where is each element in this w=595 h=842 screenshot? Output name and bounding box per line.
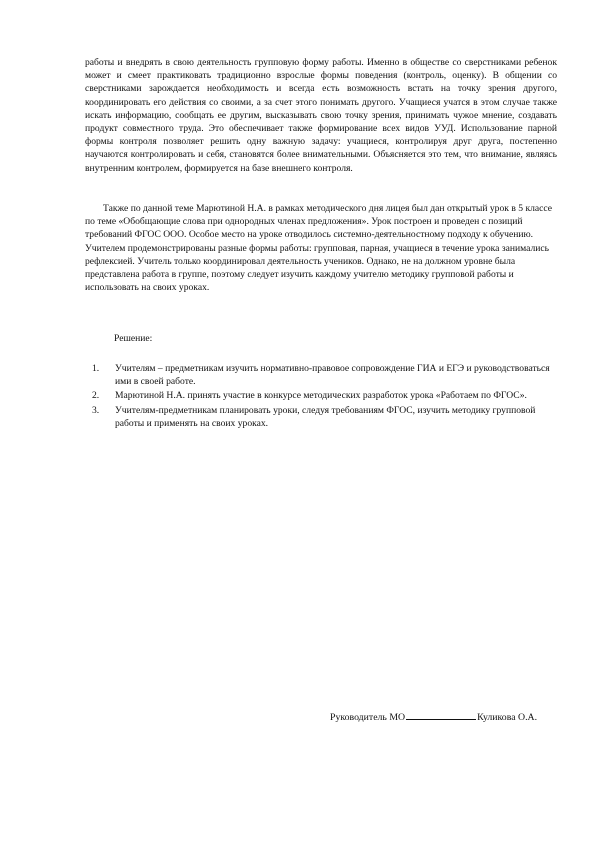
list-item	[85, 404, 561, 430]
list-item	[85, 362, 561, 388]
list-item-text: Марютиной Н.А. принять участие в конкурсе методических разработок урока «Работаем по ФГОС».	[115, 390, 527, 402]
list-item-text: Учителям – предметникам изучить нормативно-правовое сопровождение ГИА и ЕГЭ и руководствоваться ими в своей работе.	[115, 363, 550, 388]
list-item-number: 3.	[92, 404, 100, 416]
list-item-number: 2.	[92, 390, 100, 402]
list-item-text: Учителям-предметникам планировать уроки, следуя требованиям ФГОС, изучить методику групповой работы и применять на своих уроках.	[115, 404, 536, 429]
body-paragraph-2: Также по данной теме Марютиной Н.А. в рамках методического дня лицея был дан открытый урок в 5 классе по теме «Обобщающие слова при однородных членах предложения». Урок построен и проведен с позиций требований ФГОС ООО. Особое место на уроке отводилось системно-деятельностному подходу к обучению. Учителем продемонстрированы разные формы работы: групповая, парная, учащиеся в течение урока занимались рефлексией. Учитель только координировал деятельность учеников. Однако, не на должном уровне была представлена работа в группе, поэтому следует изучить каждому учителю методику групповой работы и использовать на своих уроках.	[85, 203, 553, 294]
signature-blank	[406, 709, 476, 720]
list-item	[85, 389, 561, 402]
signature-role: Руководитель МО	[330, 712, 406, 723]
signature-line	[330, 709, 570, 724]
decision-title: Решение:	[114, 333, 153, 344]
body-paragraph-1: работы и внедрять в свою деятельность групповую форму работы. Именно в обществе со сверстниками ребенок может и смеет практиковать традиционно взрослые формы поведения (контроль, оценку). В общении со сверстниками зарождается необходимость и всегда есть возможность встать на точку зрения другого, координировать его действия со своими, а за счет этого понимать другого. Учащиеся учатся в этом случае также искать информацию, сообщать ее другим, высказывать свою точку зрения, принимать чужое мнение, создавать продукт совместного труда. Это обеспечивает также формирование всех видов УУД. Использование парной формы контроля позволяет решить одну важную задачу: учащиеся, контролируя друг друга, постепенно научаются контролировать и себя, становятся более внимательными. Объясняется это тем, что внимание, являясь внутренним контролем, формируется на базе внешнего контроля.	[85, 57, 557, 174]
signature-name: Куликова О.А.	[477, 712, 538, 723]
decision-list	[85, 362, 561, 431]
list-item-number: 1.	[92, 363, 100, 374]
